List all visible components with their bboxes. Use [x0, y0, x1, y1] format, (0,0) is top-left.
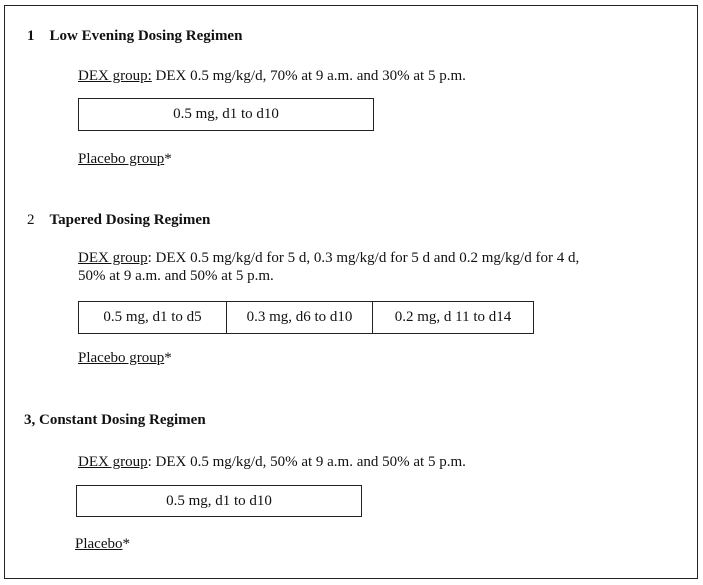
regimen-3-heading — [24, 412, 206, 429]
regimen-1-dex-description — [78, 68, 466, 85]
regimen-2-dose-label-1: 0.5 mg, d1 to d5 — [103, 309, 202, 325]
regimen-1-title: Low Evening Dosing Regimen — [49, 28, 243, 44]
regimen-2-placebo-suffix: * — [164, 350, 172, 366]
regimen-1-number: 1 — [27, 28, 35, 44]
regimen-2-dex-text: : DEX 0.5 mg/kg/d for 5 d, 0.3 mg/kg/d for 5 d and 0.2 mg/kg/d for 4 d, — [147, 250, 580, 266]
regimen-2-dose-box-3 — [373, 301, 534, 334]
regimen-1-heading — [27, 28, 242, 45]
regimen-3-placebo — [75, 536, 130, 553]
regimen-2-heading — [27, 212, 210, 229]
regimen-1-placebo — [78, 151, 172, 168]
regimen-3-placebo-suffix: * — [122, 536, 130, 552]
regimen-2-dex-label: DEX group — [78, 250, 148, 266]
regimen-3-dose-box — [76, 485, 362, 517]
regimen-2-dex-description-line2: 50% at 9 a.m. and 50% at 5 p.m. — [78, 268, 274, 284]
regimen-2-dex-description — [78, 250, 579, 267]
regimen-1-placebo-suffix: * — [164, 151, 172, 167]
regimen-2-dose-box-2 — [227, 301, 373, 334]
regimen-1-dose-box — [78, 98, 374, 131]
regimen-2-dose-boxes — [78, 301, 534, 334]
regimen-1-dex-text: DEX 0.5 mg/kg/d, 70% at 9 a.m. and 30% at 5 p.m. — [151, 68, 466, 84]
regimen-3-number: 3, — [24, 412, 36, 428]
regimen-3-dose-label: 0.5 mg, d1 to d10 — [166, 492, 272, 509]
regimen-3-title: Constant Dosing Regimen — [39, 412, 206, 428]
regimen-3-dex-text: : DEX 0.5 mg/kg/d, 50% at 9 a.m. and 50% at 5 p.m. — [147, 454, 466, 470]
regimen-2-placebo — [78, 350, 172, 367]
regimen-3-dex-description — [78, 454, 466, 471]
regimen-3-placebo-label: Placebo — [75, 536, 123, 552]
regimen-1-dex-label: DEX group: — [78, 68, 152, 84]
regimen-1-dose-label: 0.5 mg, d1 to d10 — [173, 106, 279, 122]
regimen-2-dose-box-1 — [78, 301, 227, 334]
regimen-3-dex-label: DEX group — [78, 454, 148, 470]
regimen-1-placebo-label: Placebo group — [78, 151, 165, 167]
regimen-2-dose-label-2: 0.3 mg, d6 to d10 — [246, 309, 353, 325]
regimen-2-title: Tapered Dosing Regimen — [49, 212, 211, 228]
regimen-2-placebo-label: Placebo group — [78, 350, 165, 366]
regimen-2-dose-label-3: 0.2 mg, d 11 to d14 — [394, 309, 512, 325]
regimen-2-number: 2 — [27, 212, 35, 228]
